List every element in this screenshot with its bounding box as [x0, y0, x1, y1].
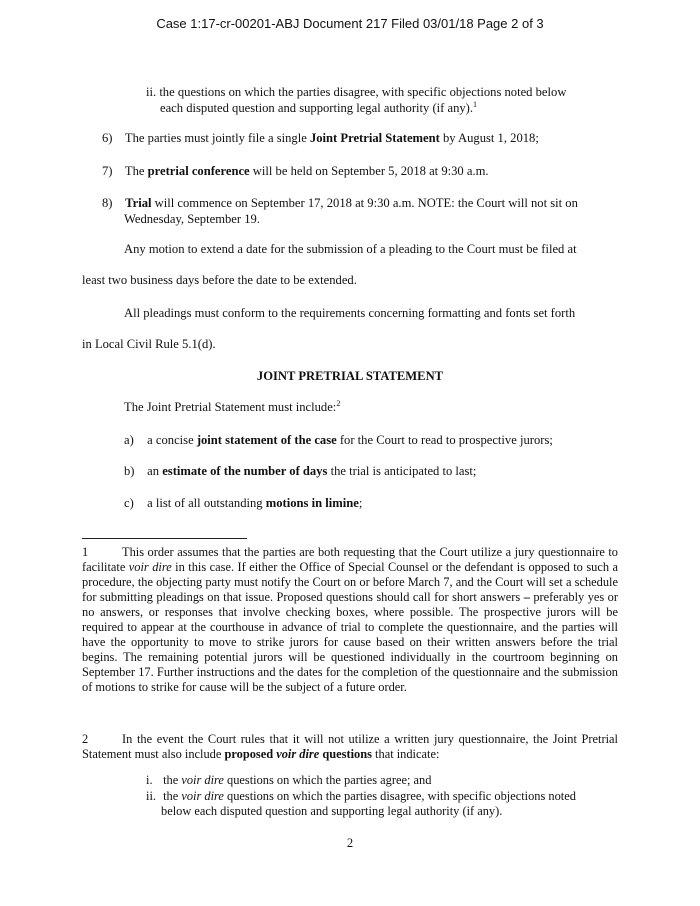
page-number: 2	[346, 836, 354, 850]
item-ii-line2: each disputed question and supporting legal authority (if any).	[160, 101, 474, 115]
para-1-line2: least two business days before the date to be extended.	[82, 273, 357, 287]
list-item-a-num: a)	[124, 433, 134, 447]
item-7-bold: pretrial conference	[147, 164, 250, 178]
footnote-2-text-a: In the event the Court rules that it will not utilize a written jury questionnaire, the Joint Pretrial Statement must also include	[82, 732, 618, 761]
item-8-line1: will commence on September 17, 2018 at 9:30 a.m. NOTE: the Court will not sit on	[151, 196, 578, 210]
list-item-a-pre: a concise	[147, 433, 197, 447]
item-7-num: 7)	[102, 164, 113, 178]
item-ii-top	[146, 84, 566, 100]
footnote-2-item-i-pre: the	[163, 773, 182, 787]
item-8-line2: Wednesday, September 19.	[124, 212, 260, 226]
footnote-2-item-ii-cont: below each disputed question and supporting legal authority (if any).	[161, 804, 503, 818]
footnote-1-text-b: in this case. If either the Office of Special Counsel or the defendant is opposed to such a procedure, the objecting party must notify the Court on or before March 7, and the Court will set a schedule for submitting pleadings on that issue. Proposed questions should call for short answers	[82, 560, 619, 604]
list-item-c-bold: motions in limine	[265, 496, 359, 510]
intro-line	[124, 399, 340, 415]
footnote-2-item-i-post: questions on which the parties agree; and	[223, 773, 432, 787]
item-8-num: 8)	[102, 196, 113, 210]
list-item-b-num: b)	[124, 464, 135, 478]
footnote-2-item-i-num: i.	[146, 773, 153, 787]
list-item-c-post: ;	[358, 496, 363, 510]
footnote-2-item-ii-pre: the	[163, 789, 182, 803]
list-item-b-post: the trial is anticipated to last;	[327, 464, 477, 478]
footnote-1-num: 1	[82, 545, 89, 559]
list-item-c	[124, 495, 362, 511]
para-2-line1: All pleadings must conform to the requirements concerning formatting and fonts set forth	[124, 306, 576, 320]
item-ii-num: ii.	[146, 85, 157, 99]
item-6-post: by August 1, 2018;	[439, 131, 539, 145]
item-8-cont	[124, 211, 260, 227]
para-1-line1: Any motion to extend a date for the submission of a pleading to the Court must be filed at	[124, 242, 577, 256]
footnote-1	[82, 545, 618, 695]
footnote-2-bold-italic: voir dire	[276, 747, 320, 761]
footnote-2-bold2: questions	[319, 747, 372, 761]
footnote-2	[82, 732, 618, 762]
footnote-2-num: 2	[82, 732, 89, 746]
intro-text: The Joint Pretrial Statement must include:	[124, 400, 337, 414]
list-item-a	[124, 432, 553, 448]
footnote-2-item-i	[146, 773, 431, 788]
footnote-2-item-ii-num: ii.	[146, 789, 156, 803]
item-6-num: 6)	[102, 131, 113, 145]
footnote-2-bold: proposed	[224, 747, 277, 761]
footnote-2-item-ii-post: questions on which the parties disagree, with specific objections noted	[223, 789, 576, 803]
item-ii-top-cont	[160, 100, 477, 116]
item-8	[102, 195, 578, 211]
item-7	[102, 163, 489, 179]
item-8-bold: Trial	[125, 196, 152, 210]
footnote-2-item-ii	[146, 789, 576, 804]
list-item-b-pre: an	[147, 464, 163, 478]
item-7-pre: The	[124, 164, 148, 178]
section-heading: JOINT PRETRIAL STATEMENT	[256, 369, 444, 383]
footnote-2-item-ii-italic: voir dire	[181, 789, 224, 803]
footnote-2-text-b: that indicate:	[371, 747, 440, 761]
footnote-ref-2[interactable]: 2	[336, 398, 341, 408]
list-item-a-post: for the Court to read to prospective jurors;	[336, 433, 553, 447]
item-6-bold: Joint Pretrial Statement	[309, 131, 440, 145]
para-2-line2: in Local Civil Rule 5.1(d).	[82, 337, 216, 351]
list-item-c-num: c)	[124, 496, 134, 510]
list-item-b	[124, 463, 476, 479]
footnote-1-dash: –	[523, 590, 530, 604]
footnote-1-text-c: preferably yes or no answers, or responses that involve checking boxes, where possible. The prospective jurors will be required to appear at the courthouse in advance of trial to complete the questionnaire, and the parties will have the opportunity to move to strike jurors for cause based on their written answers before the trial begins. The remaining potential jurors will be questioned individually in the courtroom beginning on September 17. Further instructions and the dates for the completion of the questionnaire and the submission of motions to strike for cause will be the subject of a future order.	[82, 590, 618, 694]
footnote-1-text-a: This order assumes that the parties are both requesting that the Court utilize a jury questionnaire to facilitate	[82, 545, 618, 574]
footnote-2-item-i-italic: voir dire	[181, 773, 224, 787]
case-header: Case 1:17-cr-00201-ABJ Document 217 Filed 03/01/18 Page 2 of 3	[156, 16, 544, 31]
list-item-b-bold: estimate of the number of days	[162, 464, 328, 478]
footnote-divider	[82, 538, 247, 539]
item-ii-line1: the questions on which the parties disagree, with specific objections noted below	[159, 85, 567, 99]
item-7-post: will be held on September 5, 2018 at 9:30 a.m.	[249, 164, 489, 178]
list-item-a-bold: joint statement of the case	[196, 433, 337, 447]
item-6	[102, 130, 539, 146]
footnote-1-italic: voir dire	[128, 560, 172, 574]
list-item-c-pre: a list of all outstanding	[147, 496, 266, 510]
item-6-pre: The parties must jointly file a single	[124, 131, 310, 145]
footnote-ref-1[interactable]: 1	[473, 99, 478, 109]
